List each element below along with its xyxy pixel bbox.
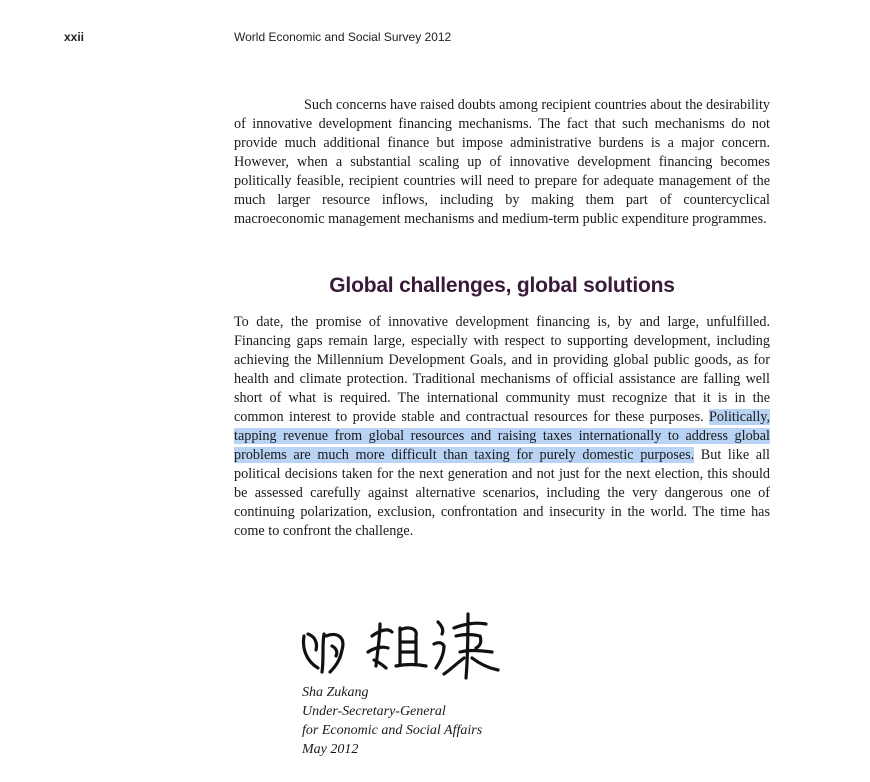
paragraph-to-date (234, 313, 770, 541)
signatory-department: for Economic and Social Affairs (302, 723, 483, 738)
paragraph-text-before-highlight: To date, the promise of innovative development financing is, by and large, unfulfilled. Financing gaps remain large, especially with respect to supporting development, including achieving the Millennium Development Goals, and in providing global public goods, as for health and climate protection. Traditional mechanisms of official assistance are falling well short of what is required. The international community must recognize that it is in the common interest to provide stable and contractual resources for these purposes. (234, 314, 770, 425)
running-title: World Economic and Social Survey 2012 (234, 30, 452, 44)
page-number: xxii (64, 30, 85, 44)
signature-block (302, 683, 482, 759)
section-heading: Global challenges, global solutions (329, 274, 675, 297)
signatory-title: Under-Secretary-General (302, 704, 446, 719)
handwritten-signature (296, 606, 506, 680)
signature-date: May 2012 (302, 742, 359, 757)
paragraph-text-after-highlight: But like all political decisions taken for the next generation and not just for the next election, this should be assessed carefully against alternative scenarios, including the very dangerous one of continuing polarization, exclusion, confrontation and insecurity in the world. The time has come to confront the challenge. (234, 447, 770, 539)
paragraph-concerns: Such concerns have raised doubts among recipient countries about the desirability of innovative development financing mechanisms. The fact that such mechanisms do not provide much additional finance but impose administrative burdens is a major concern. However, when a substantial scaling up of innovative development financing becomes politically feasible, recipient countries will need to prepare for adequate management of the much larger resource inflows, including by making them part of countercyclical macroeconomic management mechanisms and medium-term public expenditure programmes. (234, 97, 770, 227)
signatory-name: Sha Zukang (302, 685, 369, 700)
highlighted-text-selection[interactable]: Politically, tapping revenue from global resources and raising taxes internationally to address global problems are much more difficult than taxing for purely domestic purposes. (234, 409, 770, 463)
